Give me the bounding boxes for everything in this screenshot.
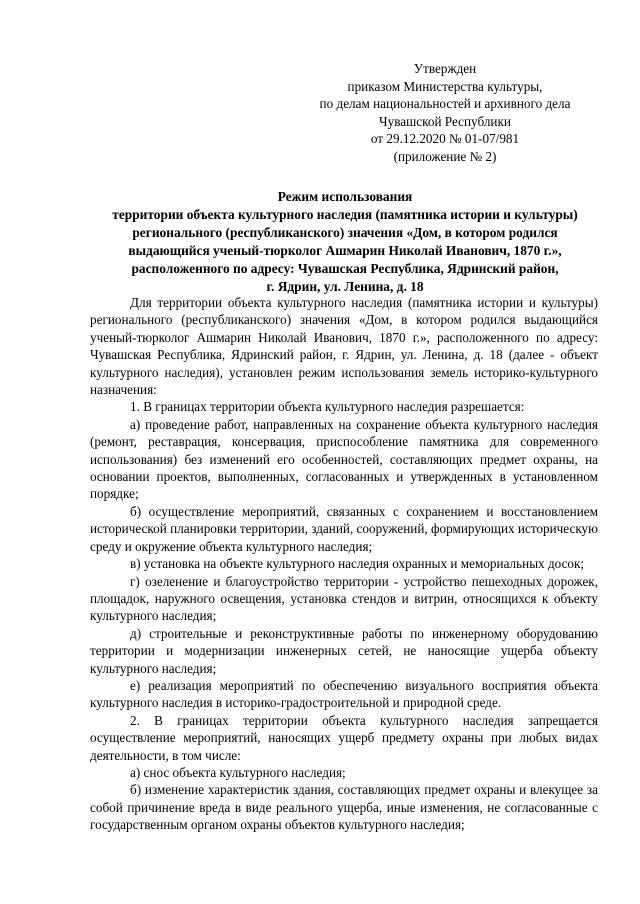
title-line: Режим использования bbox=[277, 189, 413, 204]
approval-line: Чувашской Республики bbox=[379, 113, 511, 129]
item-1b: б) осуществление мероприятий, связанных с сохранением и восстановлением исторической планировки территории, зданий, сооружений, формирующих историческую среду и окружение объекта культурного наследия; bbox=[90, 503, 598, 554]
item-1e: е) реализация мероприятий по обеспечению визуального восприятия объекта культурного наследия в историко-градостроительной и природной среде. bbox=[90, 677, 598, 711]
title-line: выдающийся ученый-тюрколог Ашмарин Николай Иванович, 1870 г.», bbox=[128, 243, 562, 258]
document-title bbox=[80, 188, 610, 296]
item-2a: а) снос объекта культурного наследия; bbox=[130, 764, 346, 780]
intro-paragraph: Для территории объекта культурного наследия (памятника истории и культуры) регионального (республиканского) значения «Дом, в котором родился выдающийся ученый-тюрколог Ашмарин Николай Иванович, 1870 г.», расположенного по адресу: Чувашская Республика, Ядринский район, г. Ядрин, ул. Ленина, д. 18 (далее - объект культурного наследия), установлен режим использования земель историко-культурного назначения: bbox=[90, 295, 598, 398]
approval-line: Утвержден bbox=[413, 61, 477, 76]
title-line: расположенного по адресу: Чувашская Республика, Ядринский район, bbox=[131, 261, 559, 276]
approval-block bbox=[300, 60, 590, 166]
approval-line: по делам национальностей и архивного дела bbox=[319, 96, 571, 112]
document-body bbox=[90, 294, 598, 834]
approval-line: от 29.12.2020 № 01-07/981 bbox=[370, 131, 520, 147]
item-2b: б) изменение характеристик здания, составляющих предмет охраны и влекущее за собой причинение вреда в виде реального ущерба, иные изменения, не согласованные с государственным органом охраны объектов культурного наследия; bbox=[90, 782, 598, 833]
title-line: территории объекта культурного наследия (памятника истории и культуры) bbox=[112, 207, 578, 222]
item-1d: д) строительные и реконструктивные работы по инженерному оборудованию территории и модернизации инженерных сетей, не наносящие ущерба объекту культурного наследия; bbox=[90, 625, 598, 676]
section-2-heading: 2. В границах территории объекта культурного наследия запрещается осуществление мероприятий, наносящих ущерб предмету охраны при любых видах деятельности, в том числе: bbox=[90, 712, 598, 763]
item-1g: г) озеленение и благоустройство территории - устройство пешеходных дорожек, площадок, наружного освещения, установка стендов и витрин, относящихся к объекту культурного наследия; bbox=[90, 573, 598, 624]
approval-line: (приложение № 2) bbox=[393, 148, 497, 164]
item-1v: в) установка на объекте культурного наследия охранных и мемориальных досок; bbox=[130, 556, 585, 572]
title-line: регионального (республиканского) значения «Дом, в котором родился bbox=[132, 225, 558, 240]
title-line: г. Ядрин, ул. Ленина, д. 18 bbox=[266, 279, 424, 294]
approval-line: приказом Министерства культуры, bbox=[347, 78, 543, 94]
section-1-heading: 1. В границах территории объекта культурного наследия разрешается: bbox=[130, 399, 525, 415]
item-1a: а) проведение работ, направленных на сохранение объекта культурного наследия (ремонт, реставрация, консервация, приспособление памятника для современного использования) без изменений его особенностей, составляющих предмет охраны, на основании проектов, выполненных, согласованных и утвержденных в установленном порядке; bbox=[90, 416, 598, 502]
